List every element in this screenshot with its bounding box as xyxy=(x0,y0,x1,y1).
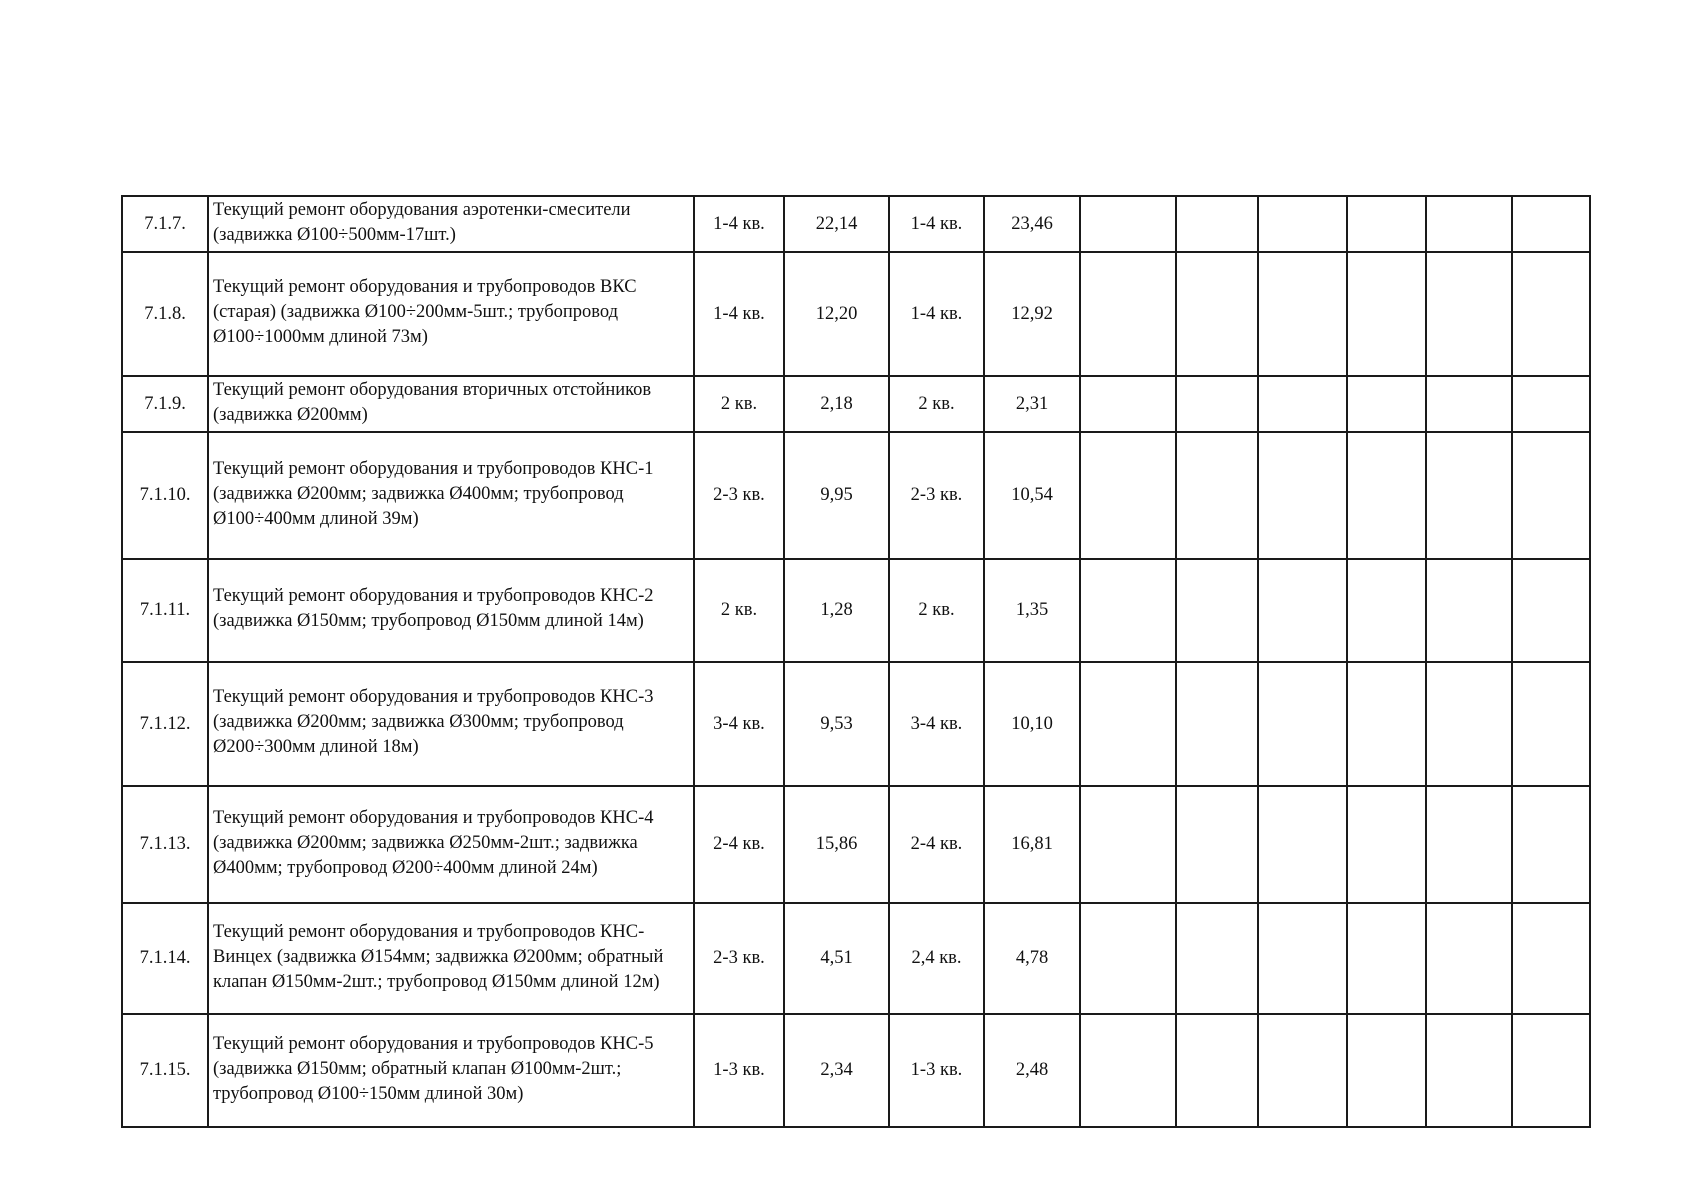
empty-cell xyxy=(1080,196,1176,252)
empty-cell xyxy=(1258,376,1347,432)
row-number: 7.1.13. xyxy=(122,786,208,903)
actual-period: 2,4 кв. xyxy=(889,903,984,1014)
empty-cell xyxy=(1176,559,1258,662)
planned-period: 2-3 кв. xyxy=(694,432,784,559)
empty-cell xyxy=(1258,1014,1347,1127)
work-description: Текущий ремонт оборудования и трубопроводов КНС-1 (задвижка Ø200мм; задвижка Ø400мм; трубопровод Ø100÷400мм длиной 39м) xyxy=(208,432,694,559)
empty-cell xyxy=(1347,559,1426,662)
actual-period: 2 кв. xyxy=(889,559,984,662)
empty-cell xyxy=(1512,432,1590,559)
empty-cell xyxy=(1347,196,1426,252)
empty-cell xyxy=(1176,252,1258,376)
actual-cost: 12,92 xyxy=(984,252,1080,376)
table-row xyxy=(122,376,1590,432)
table-row xyxy=(122,559,1590,662)
actual-cost: 23,46 xyxy=(984,196,1080,252)
planned-cost: 1,28 xyxy=(784,559,889,662)
empty-cell xyxy=(1347,252,1426,376)
planned-period: 2-3 кв. xyxy=(694,903,784,1014)
empty-cell xyxy=(1176,903,1258,1014)
actual-cost: 1,35 xyxy=(984,559,1080,662)
empty-cell xyxy=(1426,662,1512,786)
work-description: Текущий ремонт оборудования вторичных отстойников (задвижка Ø200мм) xyxy=(208,376,694,432)
planned-period: 2 кв. xyxy=(694,376,784,432)
empty-cell xyxy=(1347,432,1426,559)
actual-cost: 4,78 xyxy=(984,903,1080,1014)
actual-period: 1-3 кв. xyxy=(889,1014,984,1127)
planned-period: 1-4 кв. xyxy=(694,196,784,252)
actual-cost: 10,10 xyxy=(984,662,1080,786)
empty-cell xyxy=(1080,903,1176,1014)
planned-period: 2-4 кв. xyxy=(694,786,784,903)
actual-cost: 10,54 xyxy=(984,432,1080,559)
actual-period: 1-4 кв. xyxy=(889,196,984,252)
actual-cost: 2,48 xyxy=(984,1014,1080,1127)
actual-period: 3-4 кв. xyxy=(889,662,984,786)
empty-cell xyxy=(1176,662,1258,786)
actual-period: 2-3 кв. xyxy=(889,432,984,559)
empty-cell xyxy=(1080,662,1176,786)
table-row xyxy=(122,1014,1590,1127)
empty-cell xyxy=(1347,786,1426,903)
empty-cell xyxy=(1426,786,1512,903)
repair-plan-table xyxy=(121,195,1591,1128)
work-description: Текущий ремонт оборудования и трубопроводов КНС-2 (задвижка Ø150мм; трубопровод Ø150мм длиной 14м) xyxy=(208,559,694,662)
empty-cell xyxy=(1080,786,1176,903)
empty-cell xyxy=(1258,662,1347,786)
empty-cell xyxy=(1347,376,1426,432)
actual-period: 2-4 кв. xyxy=(889,786,984,903)
empty-cell xyxy=(1080,559,1176,662)
row-number: 7.1.11. xyxy=(122,559,208,662)
empty-cell xyxy=(1258,196,1347,252)
planned-period: 1-3 кв. xyxy=(694,1014,784,1127)
empty-cell xyxy=(1512,559,1590,662)
empty-cell xyxy=(1080,252,1176,376)
empty-cell xyxy=(1426,903,1512,1014)
empty-cell xyxy=(1176,196,1258,252)
row-number: 7.1.9. xyxy=(122,376,208,432)
actual-cost: 2,31 xyxy=(984,376,1080,432)
empty-cell xyxy=(1080,432,1176,559)
empty-cell xyxy=(1258,903,1347,1014)
empty-cell xyxy=(1426,252,1512,376)
empty-cell xyxy=(1426,376,1512,432)
empty-cell xyxy=(1347,1014,1426,1127)
empty-cell xyxy=(1512,376,1590,432)
table-row xyxy=(122,903,1590,1014)
empty-cell xyxy=(1176,1014,1258,1127)
table-row xyxy=(122,662,1590,786)
table-row xyxy=(122,432,1590,559)
row-number: 7.1.12. xyxy=(122,662,208,786)
empty-cell xyxy=(1347,903,1426,1014)
work-description: Текущий ремонт оборудования и трубопроводов ВКС (старая) (задвижка Ø100÷200мм-5шт.; трубопровод Ø100÷1000мм длиной 73м) xyxy=(208,252,694,376)
empty-cell xyxy=(1426,196,1512,252)
row-number: 7.1.14. xyxy=(122,903,208,1014)
planned-cost: 4,51 xyxy=(784,903,889,1014)
planned-cost: 15,86 xyxy=(784,786,889,903)
empty-cell xyxy=(1176,376,1258,432)
actual-period: 2 кв. xyxy=(889,376,984,432)
planned-cost: 2,18 xyxy=(784,376,889,432)
empty-cell xyxy=(1512,786,1590,903)
work-description: Текущий ремонт оборудования аэротенки-смесители (задвижка Ø100÷500мм-17шт.) xyxy=(208,196,694,252)
empty-cell xyxy=(1512,196,1590,252)
planned-cost: 12,20 xyxy=(784,252,889,376)
planned-cost: 2,34 xyxy=(784,1014,889,1127)
empty-cell xyxy=(1426,1014,1512,1127)
actual-period: 1-4 кв. xyxy=(889,252,984,376)
table-row xyxy=(122,196,1590,252)
empty-cell xyxy=(1512,1014,1590,1127)
planned-period: 2 кв. xyxy=(694,559,784,662)
row-number: 7.1.8. xyxy=(122,252,208,376)
empty-cell xyxy=(1080,1014,1176,1127)
empty-cell xyxy=(1512,252,1590,376)
actual-cost: 16,81 xyxy=(984,786,1080,903)
empty-cell xyxy=(1347,662,1426,786)
empty-cell xyxy=(1080,376,1176,432)
planned-period: 3-4 кв. xyxy=(694,662,784,786)
empty-cell xyxy=(1258,252,1347,376)
row-number: 7.1.7. xyxy=(122,196,208,252)
empty-cell xyxy=(1512,903,1590,1014)
work-description: Текущий ремонт оборудования и трубопроводов КНС-5 (задвижка Ø150мм; обратный клапан Ø100мм-2шт.; трубопровод Ø100÷150мм длиной 30м) xyxy=(208,1014,694,1127)
planned-cost: 9,53 xyxy=(784,662,889,786)
table-row xyxy=(122,786,1590,903)
row-number: 7.1.15. xyxy=(122,1014,208,1127)
work-description: Текущий ремонт оборудования и трубопроводов КНС-4 (задвижка Ø200мм; задвижка Ø250мм-2шт.; задвижка Ø400мм; трубопровод Ø200÷400мм длиной 24м) xyxy=(208,786,694,903)
empty-cell xyxy=(1426,432,1512,559)
planned-period: 1-4 кв. xyxy=(694,252,784,376)
empty-cell xyxy=(1176,786,1258,903)
planned-cost: 22,14 xyxy=(784,196,889,252)
row-number: 7.1.10. xyxy=(122,432,208,559)
empty-cell xyxy=(1258,432,1347,559)
work-description: Текущий ремонт оборудования и трубопроводов КНС-3 (задвижка Ø200мм; задвижка Ø300мм; трубопровод Ø200÷300мм длиной 18м) xyxy=(208,662,694,786)
table-row xyxy=(122,252,1590,376)
planned-cost: 9,95 xyxy=(784,432,889,559)
empty-cell xyxy=(1258,786,1347,903)
empty-cell xyxy=(1512,662,1590,786)
empty-cell xyxy=(1426,559,1512,662)
empty-cell xyxy=(1176,432,1258,559)
work-description: Текущий ремонт оборудования и трубопроводов КНС-Винцех (задвижка Ø154мм; задвижка Ø200мм; обратный клапан Ø150мм-2шт.; трубопровод Ø150мм длиной 12м) xyxy=(208,903,694,1014)
empty-cell xyxy=(1258,559,1347,662)
